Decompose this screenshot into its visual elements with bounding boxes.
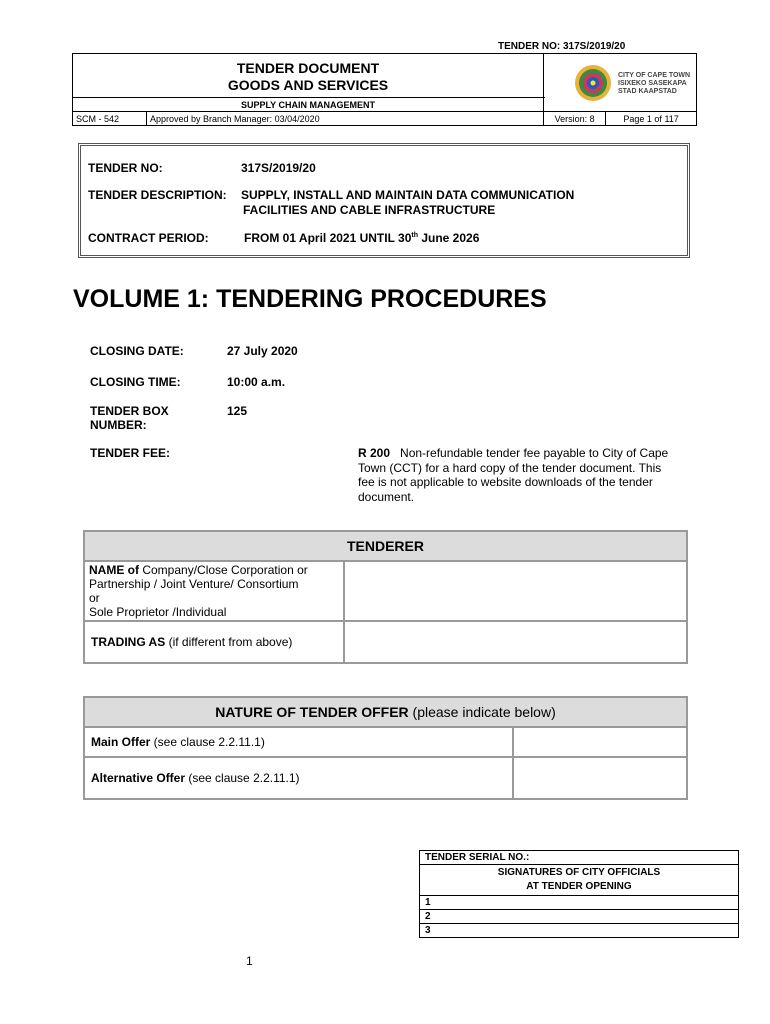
signatures-heading: [420, 865, 739, 896]
closing-date-label: CLOSING DATE:: [90, 344, 184, 358]
fee-text-line3: fee is not applicable to website downloads of the tender: [358, 475, 653, 489]
version-label: Version: 8: [544, 112, 606, 126]
alternative-offer-rest: (see clause 2.2.11.1): [185, 771, 300, 785]
name-label-bold: NAME of: [89, 563, 139, 577]
tender-box-label-line1: TENDER BOX: [90, 404, 169, 418]
main-offer-rest: (see clause 2.2.11.1): [150, 735, 265, 749]
contract-period-value: [244, 231, 479, 245]
tender-no-value: 317S/2019/20: [241, 161, 316, 175]
volume-title: VOLUME 1: TENDERING PROCEDURES: [73, 285, 547, 313]
page-count: Page 1 of 117: [606, 112, 697, 126]
tender-box-value: 125: [227, 404, 248, 418]
main-offer-field[interactable]: [513, 727, 687, 757]
trading-as-rest: (if different from above): [165, 635, 293, 649]
approval-note: Approved by Branch Manager: 03/04/2020: [147, 112, 544, 126]
tenderer-name-label: [84, 561, 344, 621]
header-tender-number: TENDER NO: 317S/2019/20: [498, 41, 626, 52]
signature-row-3[interactable]: 3: [420, 924, 739, 938]
trading-as-field[interactable]: [344, 621, 687, 663]
tenderer-table: [83, 530, 688, 664]
main-offer-label: [84, 727, 513, 757]
doc-subtitle: SUPPLY CHAIN MANAGEMENT: [73, 98, 544, 112]
tender-serial-table: [419, 850, 739, 938]
tender-info-box: [78, 143, 690, 258]
nature-of-offer-table: [83, 696, 688, 800]
city-crest-icon: [574, 64, 612, 102]
logo-text-line2: ISIXEKO SASEKAPA: [618, 80, 687, 87]
alternative-offer-field[interactable]: [513, 757, 687, 799]
contract-period-label: CONTRACT PERIOD:: [88, 231, 209, 245]
logo-text-line3: STAD KAAPSTAD: [618, 88, 677, 95]
signatures-heading-line2: AT TENDER OPENING: [526, 881, 632, 892]
fee-text-line4: document.: [358, 489, 415, 504]
tender-description-label: TENDER DESCRIPTION:: [88, 188, 227, 202]
tenderer-name-field[interactable]: [344, 561, 687, 621]
nature-heading-bold: NATURE OF TENDER OFFER: [215, 704, 409, 720]
alternative-offer-label: [84, 757, 513, 799]
serial-label: TENDER SERIAL NO.:: [420, 851, 739, 865]
doc-title-line2: GOODS AND SERVICES: [227, 77, 389, 93]
signatures-heading-line1: SIGNATURES OF CITY OFFICIALS: [497, 867, 661, 878]
period-text-end: June 2026: [418, 231, 480, 245]
trading-as-bold: TRADING AS: [91, 635, 166, 649]
doc-title-line1: TENDER DOCUMENT: [236, 60, 380, 76]
document-header-table: [72, 53, 697, 126]
closing-time-label: CLOSING TIME:: [90, 375, 181, 389]
name-label-line4: Sole Proprietor /Individual: [89, 605, 227, 619]
scm-code: SCM - 542: [73, 112, 147, 126]
signature-row-1[interactable]: 1: [420, 896, 739, 910]
name-label-line2: Partnership / Joint Venture/ Consortium: [89, 577, 299, 591]
tender-fee-description: [358, 446, 696, 504]
tenderer-heading: TENDERER: [84, 531, 687, 561]
nature-heading-rest: (please indicate below): [408, 704, 556, 720]
period-superscript: th: [411, 232, 418, 239]
closing-date-value: 27 July 2020: [227, 344, 298, 358]
signature-row-2[interactable]: 2: [420, 910, 739, 924]
tender-description-line1: SUPPLY, INSTALL AND MAINTAIN DATA COMMUNICATION: [241, 188, 575, 202]
trading-as-label: [84, 621, 344, 663]
nature-heading: [84, 697, 687, 727]
tender-no-label: TENDER NO:: [88, 161, 163, 175]
fee-text-line2: Town (CCT) for a hard copy of the tender document. This: [358, 460, 662, 475]
fee-text-line1: Non-refundable tender fee payable to City of Cape: [400, 446, 669, 460]
page-number: 1: [246, 954, 253, 968]
logo-text-line1: CITY OF CAPE TOWN: [618, 72, 691, 79]
tender-description-line2: FACILITIES AND CABLE INFRASTRUCTURE: [243, 203, 496, 217]
main-offer-bold: Main Offer: [91, 735, 151, 749]
fee-amount: R 200: [358, 446, 391, 460]
tender-fee-label: TENDER FEE:: [90, 446, 171, 460]
period-text-start: FROM 01 April 2021 UNTIL 30: [244, 231, 412, 245]
alternative-offer-bold: Alternative Offer: [91, 771, 186, 785]
tender-box-label-line2: NUMBER:: [90, 418, 147, 432]
closing-time-value: 10:00 a.m.: [227, 375, 286, 389]
city-logo: [574, 64, 612, 102]
name-label-line3: or: [89, 591, 100, 605]
name-label-rest: Company/Close Corporation or: [139, 563, 308, 577]
